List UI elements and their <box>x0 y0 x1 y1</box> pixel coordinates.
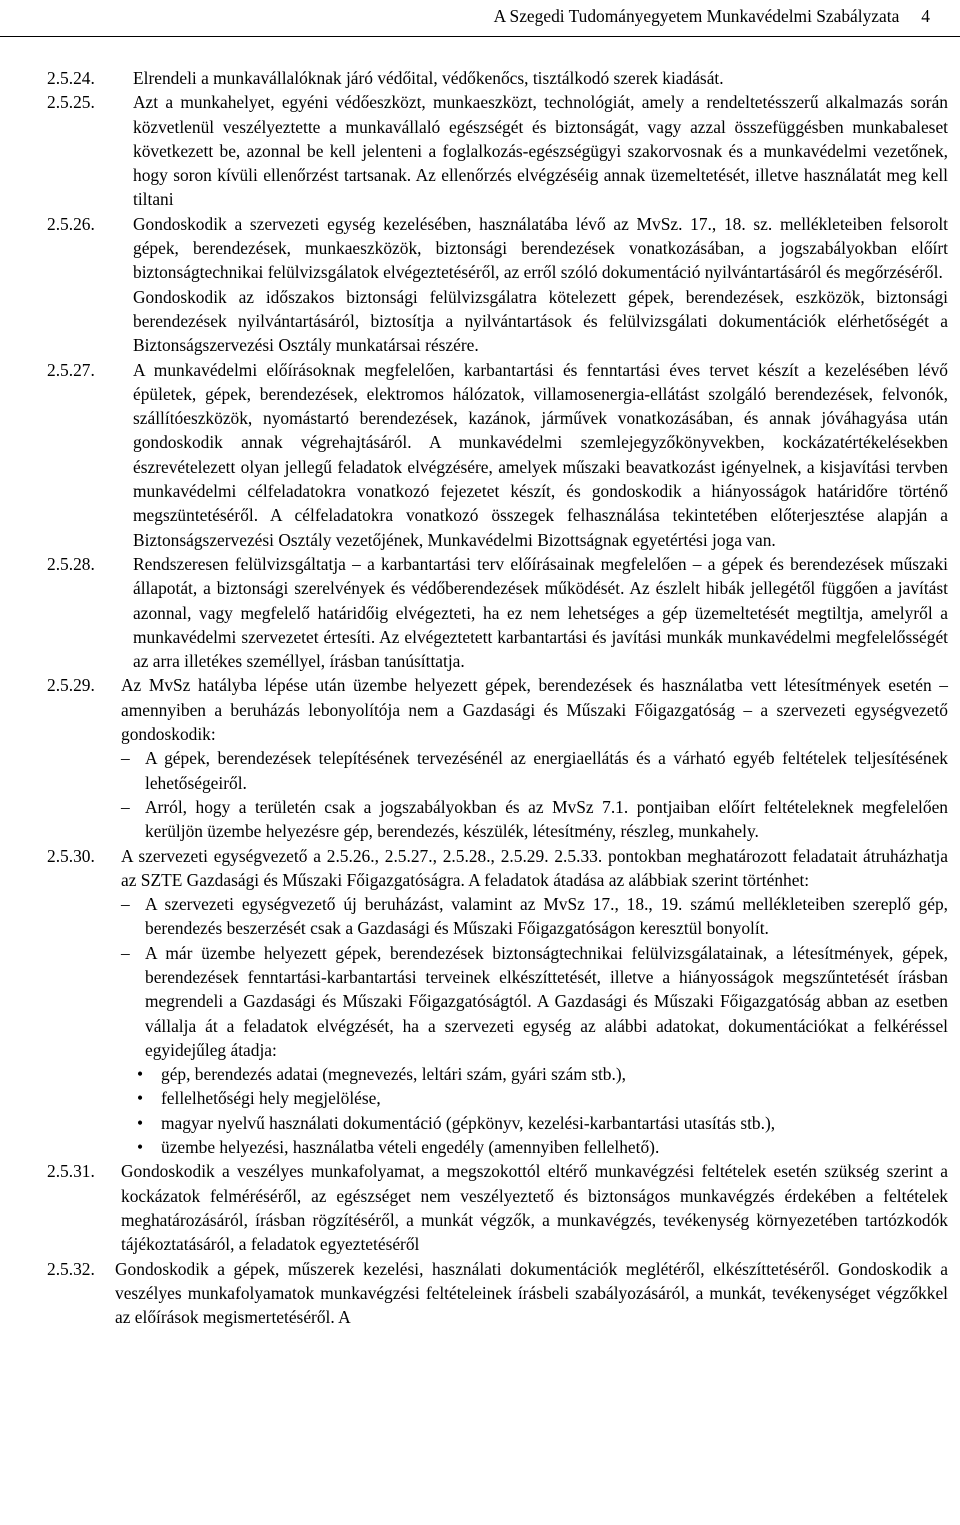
section-number: 2.5.32. <box>47 1258 95 1279</box>
section-number: 2.5.24. <box>47 68 95 88</box>
section-number: 2.5.25. <box>47 92 95 113</box>
section-number: 2.5.31. <box>47 1161 95 1182</box>
section-text: A munkavédelmi előírásoknak megfelelően, karbantartási és fenntartási éves tervet készít a kezelésében lévő épületek, gépek, berendezések, elektromos hálózatok, villamosenergia-ellátást szolgáló berendezések, felvonók, szállítóeszközök, nyomástartó berendezések, kazánok, járművek vonatkozásában, és annak jóváhagyása után gondoskodik annak végrehajtásáról. A munkavédelmi szemlejegyzőkönyvekben, kockázatértékelésekben észrevételezett olyan jellegű feladatok elvégzésére, amelyek műszaki beavatkozást igényelnek, a kisjavítási tervben munkavédelmi célfeladatokra vonatkozó fejezetet készít, és gondoskodik a hiányosságok határidőre történő megszüntetéséről. A célfeladatokra vonatkozó összegek felhasználása tekintetében előterjesztése alapján a Biztonságszervezési Osztály vezetőjének, Munkavédelmi Bizottságnak egyetértési joga van. <box>133 359 948 550</box>
page-number: 4 <box>921 6 930 26</box>
section-number: 2.5.26. <box>47 213 95 234</box>
dash-item <box>121 746 948 795</box>
dash-marker: – <box>121 796 130 817</box>
dash-item-text: A gépek, berendezések telepítésének tervezésénél az energiaellátás és a várható egyéb feltételek teljesítésének lehetőségeiről. <box>145 748 948 793</box>
bullet-item <box>121 1086 948 1110</box>
section-2-5-29 <box>47 673 948 843</box>
section-text: Gondoskodik a gépek, műszerek kezelési, használati dokumentációk meglétéről, elkészíttetéséről. Gondoskodik a veszélyes munkafolyamatok munkavégzési feltételeinek írásbeli szabályozásáról, a munkát, tevékenységet végzőkkel az előírások megismertetéséről. A <box>115 1258 948 1328</box>
dash-item <box>121 941 948 1062</box>
bullet-marker: • <box>137 1064 144 1085</box>
page-header <box>0 0 960 37</box>
dash-item-text: A szervezeti egységvezető új beruházást, valamint az MvSz 17., 18., 19. számú mellékleteiben szereplő gép, berendezés beszerzését csak a Gazdasági és Műszaki Főigazgatóságon keresztül bonyolít. <box>145 894 948 939</box>
dash-item-text: A már üzembe helyezett gépek, berendezések biztonságtechnikai felülvizsgálatainak, a létesítmények, gépek, berendezések fenntartási-karbantartási terveinek elkészíttetését, illetve a hiányosságok megszűntetését írásban megrendeli a Gazdasági és Műszaki Főigazgatóságtól. A Gazdasági és Műszaki Főigazgatóság abban az esetben vállalja át a feladatok elvégzését, ha a szervezeti egység az alábbi adatokat, dokumentációkat a felkéréssel egyidejűleg átadja: <box>145 942 948 1060</box>
section-2-5-27 <box>47 358 948 552</box>
bullet-item-text: üzembe helyezési, használatba vételi engedély (amennyiben fellelhető). <box>161 1137 660 1158</box>
bullet-item <box>121 1111 948 1135</box>
section-text: Elrendeli a munkavállalóknak járó védőital, védőkenőcs, tisztálkodó szerek kiadását. <box>133 68 724 88</box>
section-paragraph: Gondoskodik az időszakos biztonsági felülvizsgálatra kötelezett gépek, berendezések, eszközök, biztonsági berendezések nyilvántartásáról, biztosítja a nyilvántartások és felülvizsgálati dokumentációk elérhetőségét a Biztonságszervezési Osztály munkatársai részére. <box>133 286 948 356</box>
section-number: 2.5.29. <box>47 675 95 696</box>
dash-item <box>121 795 948 844</box>
header-title: A Szegedi Tudományegyetem Munkavédelmi Szabályzata <box>493 6 900 26</box>
section-text: Gondoskodik a veszélyes munkafolyamat, a megszokottól eltérő munkavégzési feltételek esetén szükség szerint a kockázatok felméréséről, az egészséget nem veszélyeztető és biztonságos munkavégzés érdekében a feltételek meghatározásáról, írásban rögzítéséről, a munkát végzők, a munkavégzés, tevékenység környezetében tartózkodók tájékoztatásáról, a feladatok egyeztetéséről <box>121 1161 948 1255</box>
section-text: Azt a munkahelyet, egyéni védőeszközt, munkaeszközt, technológiát, amely a rendeltetésszerű alkalmazás során közvetlenül veszélyeztette a munkavállaló egészségét és biztonságát, vagy azzal összefüggésben munkabaleset következett be, azonnal be kell jelenteni a foglalkozás-egészségügyi szakorvosnak és a munkavédelmi vezetőnek, hogy soron kívüli ellenőrzést tartsanak. Az ellenőrzés elvégzéséig annak üzemeltetését, illetve használatát meg kell tiltani <box>133 92 948 210</box>
dash-marker: – <box>121 942 130 963</box>
document-body <box>47 66 948 1329</box>
section-2-5-26 <box>47 212 948 358</box>
section-2-5-25 <box>47 90 948 211</box>
dash-marker: – <box>121 894 130 915</box>
bullet-item <box>121 1135 948 1159</box>
bullet-marker: • <box>137 1137 144 1158</box>
bullet-marker: • <box>137 1088 144 1109</box>
bullet-item-text: magyar nyelvű használati dokumentáció (gépkönyv, kezelési-karbantartási utasítás stb.), <box>161 1112 776 1133</box>
section-2-5-30 <box>47 844 948 1160</box>
section-paragraph: Gondoskodik a szervezeti egység kezelésében, használatába lévő az MvSz. 17., 18. sz. mellékleteiben felsorolt gépek, berendezések, munkaeszközök, biztonsági berendezések vonatkozásában, a jogszabályokban előírt biztonságtechnikai felülvizsgálatok elvégeztetéséről, az erről szóló dokumentáció nyilvántartásáról és megőrzéséről. <box>133 213 948 283</box>
section-2-5-28 <box>47 552 948 673</box>
dash-item-text: Arról, hogy a területén csak a jogszabályokban és az MvSz 7.1. pontjaiban előírt feltételeknek megfelelően kerüljön üzembe helyezésre gép, berendezés, készülék, létesítmény, részleg, munkahely. <box>145 796 948 842</box>
dash-marker: – <box>121 748 130 769</box>
section-text: Rendszeresen felülvizsgáltatja – a karbantartási terv előírásainak megfelelően – a gépek és berendezések műszaki állapotát, a biztonsági szerelvények és védőberendezések működését. Az észlelt hibák jellegétől függően a javítást azonnal, vagy megfelelő határidőig elvégezteti, ha ez nem lehetséges a gép üzemeltetését megtiltja, amelyről a munkavédelmi szervezetet értesíti. Az elvégeztetett karbantartási és javítási munkák munkavédelmi megfelelősségét az arra illetékes személlyel, írásban tanúsíttatja. <box>133 553 948 672</box>
section-text: Az MvSz hatályba lépése után üzembe helyezett gépek, berendezések és használatba vett létesítmények esetén – amennyiben a beruházás lebonyolítója nem a Gazdasági és Műszaki Főigazgatóság – a szervezeti egységvezető gondoskodik: <box>121 675 948 745</box>
section-2-5-32 <box>47 1257 948 1330</box>
dash-item <box>121 892 948 941</box>
section-number: 2.5.27. <box>47 359 95 380</box>
bullet-item <box>121 1062 948 1086</box>
section-2-5-31 <box>47 1159 948 1256</box>
bullet-item-text: gép, berendezés adatai (megnevezés, leltári szám, gyári szám stb.), <box>161 1064 626 1085</box>
bullet-item-text: fellelhetőségi hely megjelölése, <box>161 1088 381 1109</box>
section-number: 2.5.28. <box>47 553 95 574</box>
section-text: A szervezeti egységvezető a 2.5.26., 2.5.27., 2.5.28., 2.5.29. 2.5.33. pontokban meghatározott feladatait átruházhatja az SZTE Gazdasági és Műszaki Főigazgatóságra. A feladatok átadása az alábbiak szerint történhet: <box>121 845 948 890</box>
bullet-marker: • <box>137 1112 144 1133</box>
section-number: 2.5.30. <box>47 845 95 866</box>
section-2-5-24 <box>47 66 948 90</box>
